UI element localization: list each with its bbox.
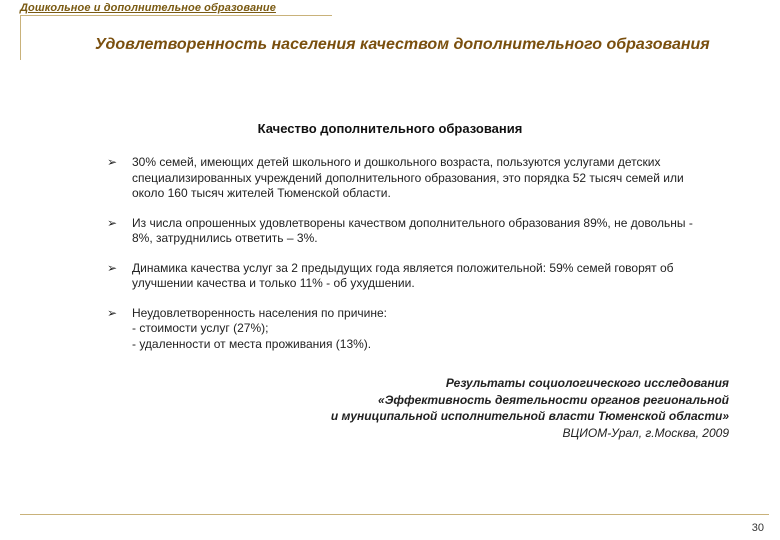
section-link[interactable]: Дошкольное и дополнительное образование	[20, 2, 276, 14]
section-heading: Качество дополнительного образования	[257, 121, 523, 136]
source-line: и муниципальной исполнительной власти Тюменской области»	[330, 409, 729, 423]
footer-divider	[20, 514, 769, 515]
source-line: «Эффективность деятельности органов региональной	[378, 392, 729, 407]
source-line: Результаты социологического исследования	[445, 376, 729, 390]
source-line: ВЦИОМ-Урал, г.Москва, 2009	[562, 425, 729, 440]
page-title: Удовлетворенность населения качеством дополнительного образования	[95, 36, 710, 53]
page-number: 30	[751, 522, 764, 534]
arrow-bullet-icon: ➢	[107, 305, 118, 320]
list-item-text: Динамика качества услуг за 2 предыдущих года является положительной: 59% семей говорят об улучшении качества и только 11% - об ухудшении.	[132, 260, 674, 290]
arrow-bullet-icon: ➢	[107, 260, 118, 275]
arrow-bullet-icon: ➢	[107, 215, 118, 230]
source-citation	[249, 375, 729, 441]
list-item	[107, 216, 707, 247]
list-item-text: 30% семей, имеющих детей школьного и дошкольного возраста, пользуются услугами детских специализированных учреждений дополнительного образования, это порядка 52 тысяч семей или около 160 тысяч жителей Тюменской области.	[132, 155, 684, 200]
list-item-text: Из числа опрошенных удовлетворены качеством дополнительного образования 89%, не довольны - 8%, затруднились ответить – 3%.	[132, 215, 693, 245]
list-item	[107, 261, 707, 292]
list-item-text: Неудовлетворенность населения по причине: - стоимости услуг (27%); - удаленности от места проживания (13%).	[132, 305, 388, 351]
arrow-bullet-icon: ➢	[107, 155, 118, 169]
list-item	[107, 155, 707, 202]
header-accent-line	[20, 15, 21, 60]
list-item	[107, 306, 707, 353]
bullet-list	[107, 155, 707, 366]
header-divider	[20, 15, 332, 16]
